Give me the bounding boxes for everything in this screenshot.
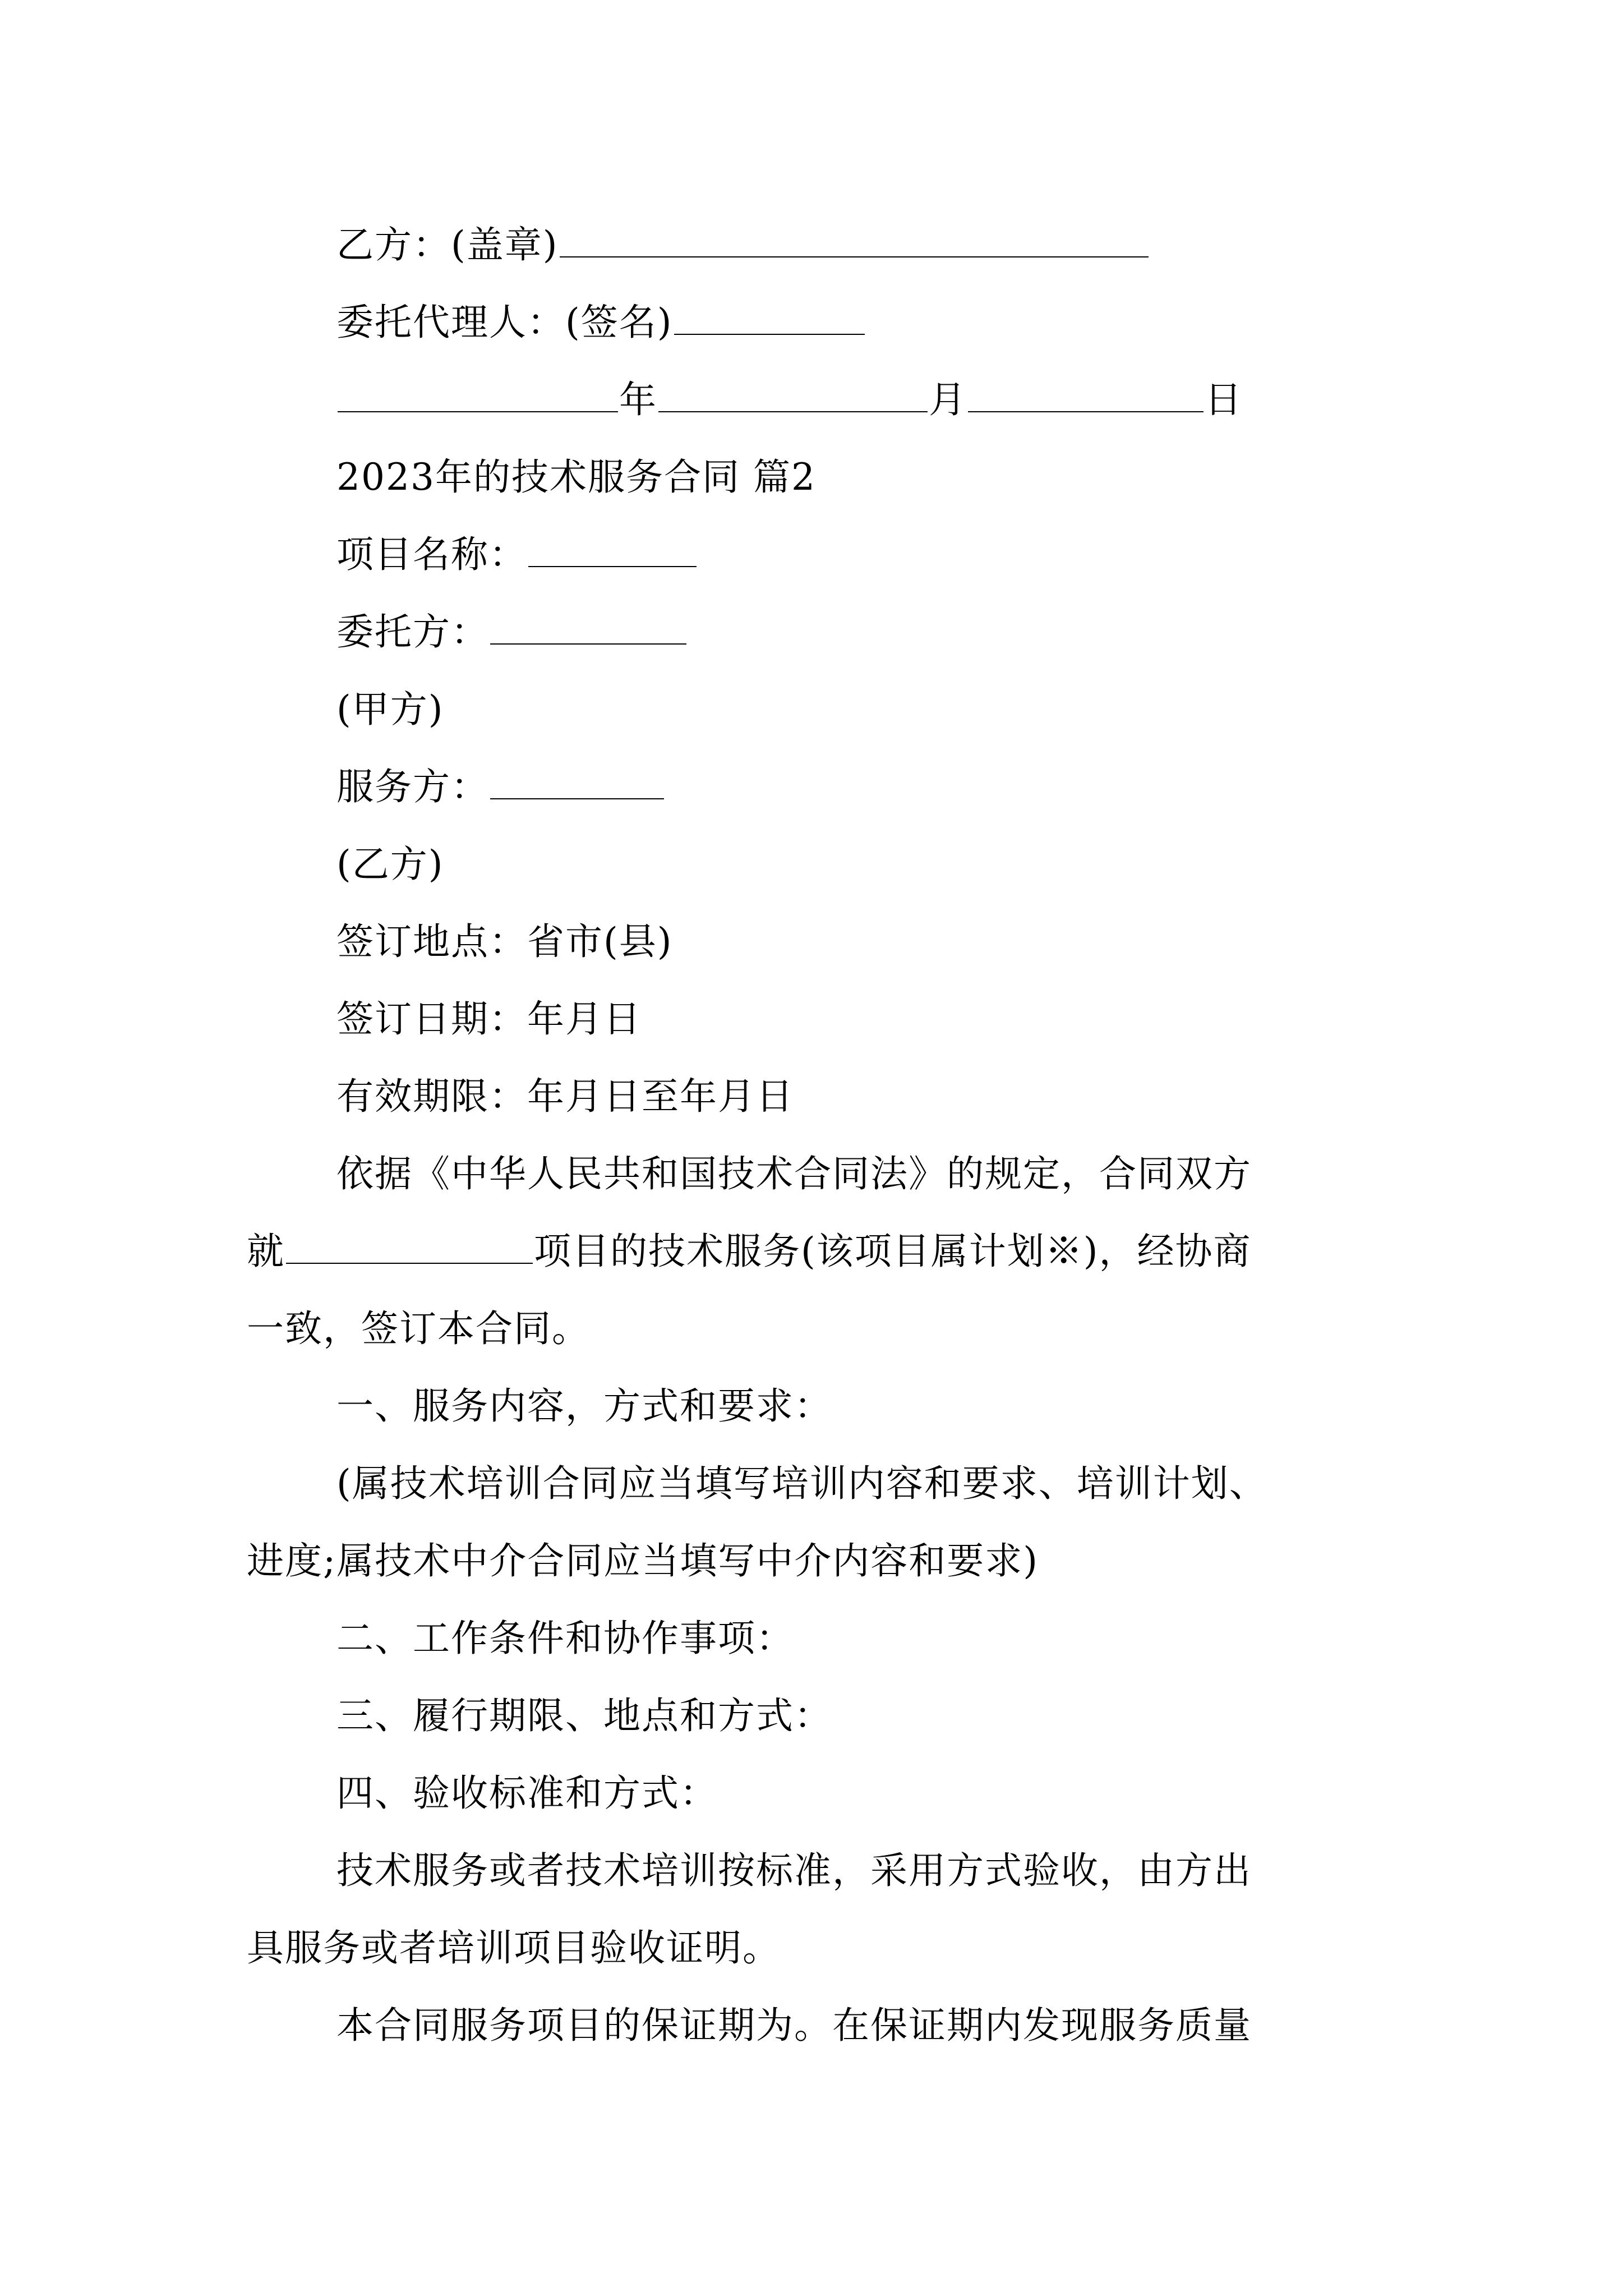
clause-3-heading: 三、履行期限、地点和方式： — [336, 1694, 832, 1737]
clause-4-text-line-2: 具服务或者培训项目验收证明。 — [247, 1926, 781, 1970]
party-a-note: (甲方) — [336, 688, 444, 731]
project-name-blank — [528, 531, 697, 567]
day-label: 日 — [1205, 378, 1243, 421]
party-b-seal-label: 乙方：(盖章) — [336, 223, 559, 266]
section-heading: 2023年的技术服务合同 篇2 — [336, 455, 816, 499]
clause-4-heading: 四、验收标准和方式： — [336, 1772, 718, 1815]
client-line — [247, 593, 1481, 671]
provider-blank — [490, 763, 664, 799]
paragraph-basis-line-3: 一致，签订本合同。 — [247, 1307, 590, 1350]
validity-period: 有效期限：年月日至年月日 — [336, 1075, 794, 1118]
warranty-text-line-1: 本合同服务项目的保证期为。在保证期内发现服务质量 — [336, 2004, 1252, 2047]
project-blank — [286, 1227, 533, 1264]
clause-1-heading: 一、服务内容，方式和要求： — [336, 1384, 832, 1428]
year-label: 年 — [619, 378, 657, 421]
project-name-line — [247, 516, 1481, 593]
signing-place: 签订地点：省市(县) — [336, 920, 673, 963]
year-blank — [338, 376, 618, 412]
signing-date: 签订日期：年月日 — [336, 997, 642, 1041]
agent-signature-label: 委托代理人：(签名) — [336, 301, 673, 344]
clause-1-note-line-2: 进度;属技术中介合同应当填写中介内容和要求) — [247, 1539, 1039, 1582]
clause-2-heading: 二、工作条件和协作事项： — [336, 1617, 794, 1660]
date-line — [247, 361, 1481, 439]
paragraph-basis-line-1: 依据《中华人民共和国技术合同法》的规定，合同双方 — [336, 1152, 1252, 1195]
paragraph-basis-prefix: 就 — [247, 1230, 285, 1273]
client-label: 委托方： — [336, 610, 489, 654]
day-blank — [968, 376, 1204, 412]
client-blank — [490, 608, 686, 645]
party-b-seal-blank — [560, 221, 1149, 257]
paragraph-basis-rest: 项目的技术服务(该项目属计划※)，经协商 — [534, 1230, 1252, 1273]
provider-line — [247, 748, 1481, 826]
clause-1-note-line-1: (属技术培训合同应当填写培训内容和要求、培训计划、 — [336, 1462, 1267, 1505]
month-blank — [658, 376, 928, 412]
clause-4-text-line-1: 技术服务或者技术培训按标准，采用方式验收，由方出 — [336, 1849, 1252, 1892]
agent-signature-line — [247, 284, 1481, 361]
party-b-note: (乙方) — [336, 843, 444, 886]
agent-signature-blank — [674, 298, 865, 335]
party-b-seal-line — [247, 206, 1481, 284]
paragraph-basis-line-2 — [247, 1213, 1391, 1290]
project-name-label: 项目名称： — [336, 533, 527, 576]
provider-label: 服务方： — [336, 765, 489, 808]
month-label: 月 — [929, 378, 967, 421]
